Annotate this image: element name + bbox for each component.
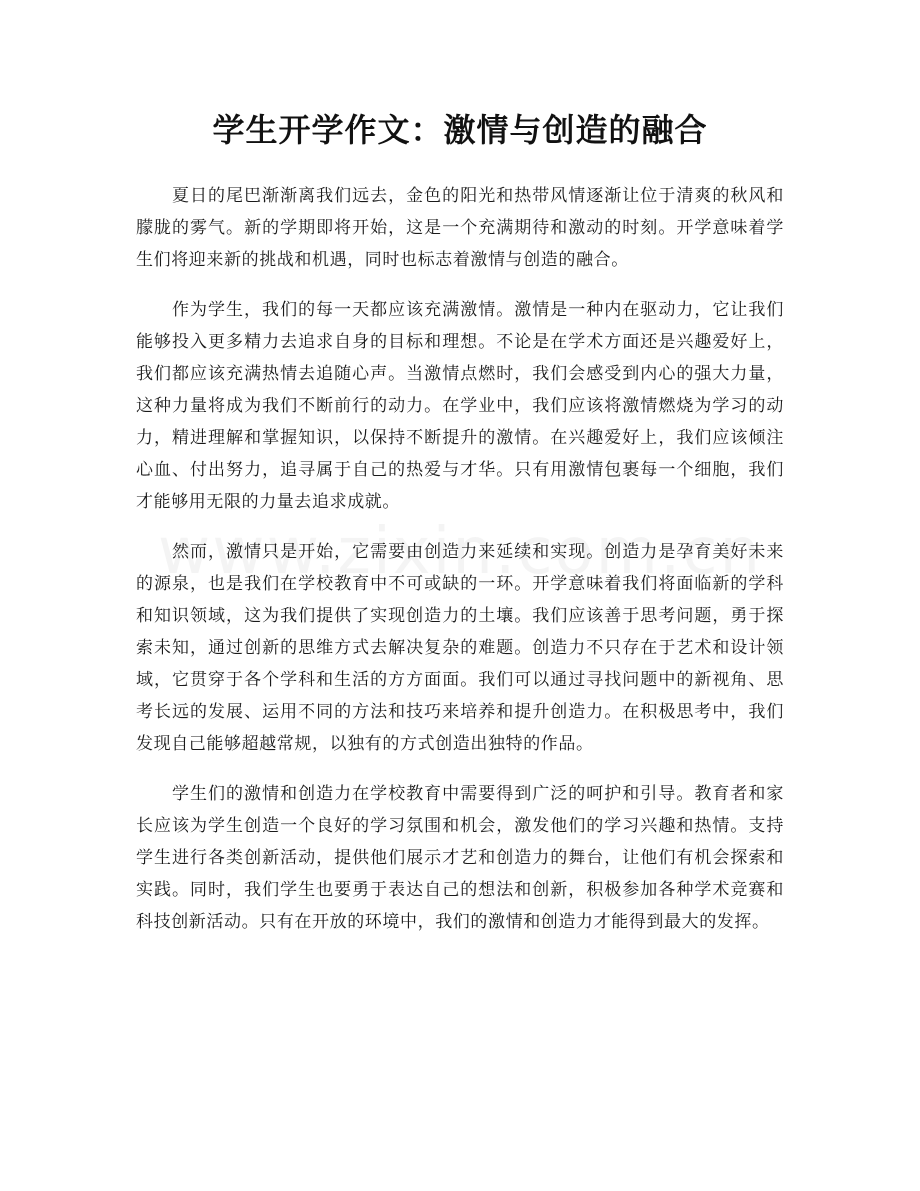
paragraph-1: 夏日的尾巴渐渐离我们远去，金色的阳光和热带风情逐渐让位于清爽的秋风和朦胧的雾气。新的学期即将开始，这是一个充满期待和激动的时刻。开学意味着学生们将迎来新的挑战和机遇，同时也标志着激情与创造的融合。 <box>136 186 784 270</box>
document-body <box>136 180 784 956</box>
document-title: 学生开学作文：激情与创造的融合 <box>212 111 708 149</box>
paragraph-4: 学生们的激情和创造力在学校教育中需要得到广泛的呵护和引导。教育者和家长应该为学生创造一个良好的学习氛围和机会，激发他们的学习兴趣和热情。支持学生进行各类创新活动，提供他们展示才艺和创造力的舞台，让他们有机会探索和实践。同时，我们学生也要勇于表达自己的想法和创新，积极参加各种学术竞赛和科技创新活动。只有在开放的环境中，我们的激情和创造力才能得到最大的发挥。 <box>136 784 784 932</box>
paragraph-3: 然而，激情只是开始，它需要由创造力来延续和实现。创造力是孕育美好未来的源泉，也是我们在学校教育中不可或缺的一环。开学意味着我们将面临新的学科和知识领域，这为我们提供了实现创造力的土壤。我们应该善于思考问题，勇于探索未知，通过创新的思维方式去解决复杂的难题。创造力不只存在于艺术和设计领域，它贯穿于各个学科和生活的方方面面。我们可以通过寻找问题中的新视角、思考长远的发展、运用不同的方法和技巧来培养和提升创造力。在积极思考中，我们发现自己能够超越常规，以独有的方式创造出独特的作品。 <box>136 542 784 754</box>
paragraph-2: 作为学生，我们的每一天都应该充满激情。激情是一种内在驱动力，它让我们能够投入更多精力去追求自身的目标和理想。不论是在学术方面还是兴趣爱好上，我们都应该充满热情去追随心声。当激情点燃时，我们会感受到内心的强大力量，这种力量将成为我们不断前行的动力。在学业中，我们应该将激情燃烧为学习的动力，精进理解和掌握知识，以保持不断提升的激情。在兴趣爱好上，我们应该倾注心血、付出努力，追寻属于自己的热爱与才华。只有用激情包裹每一个细胞，我们才能够用无限的力量去追求成就。 <box>136 300 784 512</box>
